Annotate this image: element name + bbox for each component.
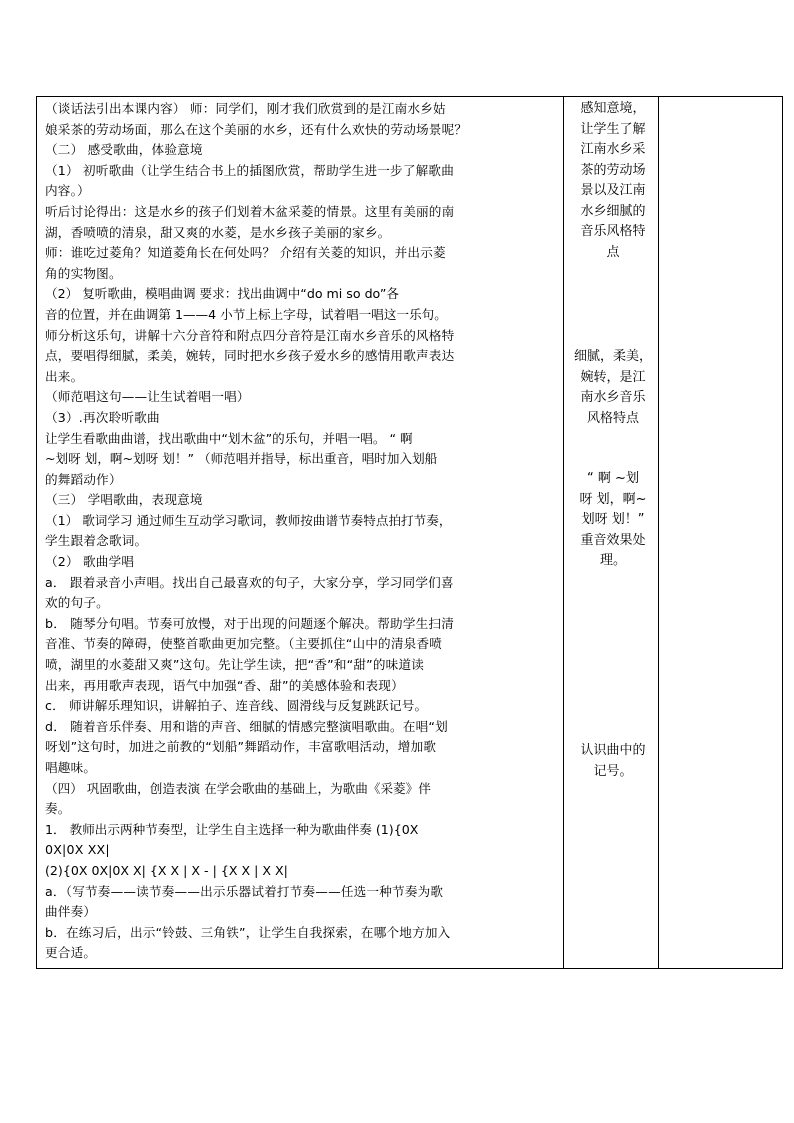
text-line: （谈话法引出本课内容） 师：同学们，刚才我们欣赏到的是江南水乡姑 (45, 101, 446, 116)
text-line: 的舞蹈动作） (45, 471, 122, 487)
design-intent-note-1: 感知意境， 让学生了解 江南水乡采 茶的劳动场 景以及江南 水乡细腻的 音乐风格特 点 (580, 101, 646, 260)
text-line: （1） 初听歌曲（让学生结合书上的插图欣赏，帮助学生进一步了解歌曲 (45, 162, 455, 178)
text-line: 呀划”这句时，加进之前教的“划船”舞蹈动作，丰富歌唱活动，增加歌 (45, 739, 437, 755)
text-line: b． 随琴分句唱。节奏可放慢，对于出现的问题逐个解决。帮助学生扫清 (45, 615, 455, 631)
text-line: 欢的句子。 (45, 595, 109, 611)
text-line: 音的位置，并在曲调第 1——4 小节上标上字母，试着唱一唱这一乐句。 (45, 306, 447, 322)
column-divider-2 (658, 97, 659, 968)
text-line: 1． 教师出示两种节奏型，让学生自主选择一种为歌曲伴奏 (1){0X (45, 821, 419, 837)
text-line: a．（写节奏——读节奏——出示乐器试着打节奏——任选一种节奏为歌 (45, 883, 444, 899)
text-line: 师分析这乐句，讲解十六分音符和附点四分音符是江南水乡音乐的风格特 (45, 327, 455, 343)
rhythm-notation: 0X|0X XX| (45, 842, 110, 858)
text-line: 点，要唱得细腻，柔美，婉转，同时把水乡孩子爱水乡的感情用歌声表达 (45, 348, 455, 364)
teaching-process-cell (45, 99, 593, 964)
text-line: 出来，再用歌声表现，语气中加强“香、甜”的美感体验和表现） (45, 677, 404, 693)
text-line: （2） 复听歌曲，模唱曲调 要求：找出曲调中“do mi so do”各 (45, 286, 399, 302)
text-line: 曲伴奏） (45, 904, 97, 920)
text-line: 出来。 (45, 368, 84, 384)
text-line: 音准、节奏的障碍，使整首歌曲更加完整。（主要抓住“山中的清泉香喷 (45, 636, 443, 652)
text-line: d． 随着音乐伴奏、用和谐的声音、细腻的情感完整演唱歌曲。在唱“划 (45, 718, 448, 734)
design-intent-note-3: “ 啊 ~划 呀 划，啊~ 划呀 划！” 重音效果处 理。 (579, 471, 647, 568)
text-line: 更合适。 (45, 945, 97, 961)
section-heading: （四） 巩固歌曲，创造表演 在学会歌曲的基础上，为歌曲《采菱》伴 (45, 780, 431, 796)
text-line: 角的实物图。 (45, 265, 122, 281)
section-heading: （三） 学唱歌曲，表现意境 (45, 492, 203, 508)
text-line: 湖，香喷喷的清泉，甜又爽的水菱，是水乡孩子美丽的家乡。 (45, 224, 391, 240)
text-line: 娘采茶的劳动场面，那么在这个美丽的水乡，还有什么欢快的劳动场景呢？ (45, 121, 468, 137)
text-line: 学生跟着念歌词。 (45, 533, 148, 549)
text-line: 让学生看歌曲曲谱，找出歌曲中“划木盆”的乐句，并唱一唱。 “ 啊 (45, 430, 413, 446)
design-intent-note-4: 认识曲中的 记号。 (580, 743, 646, 779)
text-line: ~划呀 划，啊~划呀 划！” （师范唱并指导，标出重音，唱时加入划船 (45, 451, 438, 467)
text-line: 喷，湖里的水菱甜又爽”这句。先让学生读，把“香”和“甜”的味道读 (45, 657, 425, 673)
text-line: （1） 歌词学习 通过师生互动学习歌词，教师按曲谱节奏特点拍打节奏， (45, 512, 452, 528)
text-line: （师范唱这句——让生试着唱一唱） (45, 389, 250, 405)
section-heading: （二） 感受歌曲，体验意境 (45, 142, 203, 158)
text-line: a． 跟着录音小声唱。找出自己最喜欢的句子，大家分享，学习同学们喜 (45, 574, 454, 590)
design-intent-note-2: 细腻，柔美， 婉转，是江 南水乡音乐 风格特点 (573, 349, 652, 426)
text-line: 唱趣味。 (45, 760, 97, 775)
text-line: 听后讨论得出：这是水乡的孩子们划着木盆采菱的情景。这里有美丽的南 (45, 203, 455, 219)
rhythm-notation: (2){0X 0X|0X X| {X X | X - | {X X | X X| (45, 862, 288, 878)
text-line: 内容。） (45, 183, 90, 199)
text-line: c． 师讲解乐理知识，讲解拍子、连音线、圆滑线与反复跳跃记号。 (45, 698, 428, 714)
text-line: （2） 歌曲学唱 (45, 554, 135, 570)
text-line: （3）.再次聆听歌曲 (45, 409, 160, 425)
text-line: b．在练习后，出示“铃鼓、三角铁”，让学生自我探索，在哪个地方加入 (45, 924, 451, 940)
lesson-plan-table (36, 96, 783, 969)
text-line: 师：谁吃过菱角？知道菱角长在何处吗？ 介绍有关菱的知识，并出示菱 (45, 245, 446, 261)
text-line: 奏。 (45, 801, 71, 817)
